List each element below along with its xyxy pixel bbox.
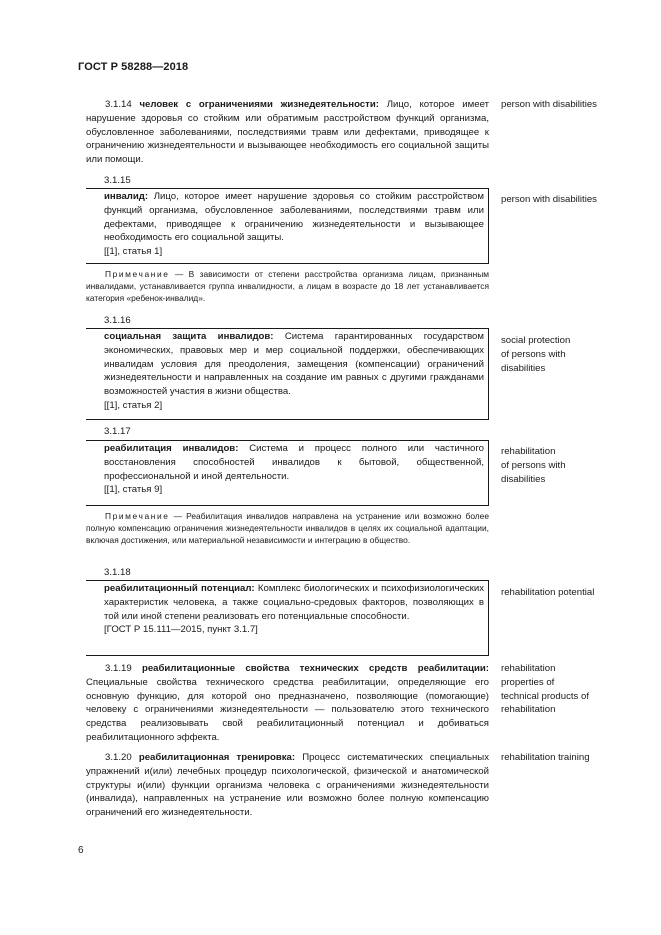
term-name: человек с ограничениями жизнедеятельности: — [139, 99, 379, 110]
term-entry-3-1-20 — [86, 751, 489, 820]
term-number-3-1-18: 3.1.18 — [104, 567, 131, 578]
term-number: 3.1.14 — [105, 99, 132, 110]
term-definition: Лицо, которое имеет нарушение здоровья со стойким или обратимым расстройством функций организма, обусловленное заболеваниями, последствиями травм или дефектами, приводящее к ограничению жизнедеятельности и вызывающее необходимость его социальной защиты или помощи. — [86, 99, 490, 166]
english-term-line: rehabilitation — [501, 663, 556, 674]
term-number-3-1-15: 3.1.15 — [104, 175, 131, 186]
term-source: [[1], статья 2] — [104, 399, 163, 411]
note-3-1-15 — [86, 268, 489, 304]
term-name: социальная защита инвалидов: — [104, 331, 274, 342]
term-name: реабилитация инвалидов: — [104, 443, 239, 454]
english-term-line: of persons with — [501, 348, 566, 360]
term-number-3-1-17: 3.1.17 — [104, 426, 131, 437]
note-label: Примечание — [105, 269, 170, 279]
term-number: 3.1.19 — [105, 663, 132, 674]
term-box-3-1-16 — [86, 328, 489, 420]
term-definition: Специальные свойства технического средства реабилитации, определяющие его основную функцию, для которой оно предназначено, позволяющие (помогающие) человеку с ограничениями жизнедеятельности — пользователю этого технического средства реализовывать свой реабилитационный потенциал и добиваться реабилитационного эффекта. — [86, 676, 489, 743]
english-term-line: social protection — [501, 335, 571, 346]
english-term: person with disabilities — [501, 194, 597, 205]
note-3-1-17 — [86, 510, 489, 546]
term-source: [[1], статья 9] — [104, 484, 163, 496]
term-name: реабилитационный потенциал: — [104, 583, 255, 594]
term-name: реабилитационные свойства технических средств реабилитации: — [141, 663, 489, 674]
page-number: 6 — [78, 845, 84, 856]
english-term: rehabilitation training — [501, 752, 590, 763]
term-entry-3-1-14 — [86, 98, 489, 167]
term-box-3-1-15 — [86, 188, 489, 264]
english-term-line: rehabilitation — [501, 704, 556, 716]
term-name: инвалид: — [104, 191, 149, 202]
english-term-line: disabilities — [501, 362, 546, 374]
english-term-line: properties of — [501, 676, 555, 688]
term-definition: Комплекс биологических и психофизиологических характеристик человека, а также социально-средовых факторов, позволяющих в той или иной степени реализовать его потенциальные способности. — [104, 583, 484, 622]
term-entry-3-1-19 — [86, 662, 489, 745]
note-text: — В зависимости от степени расстройства организма лицам, признанным инвалидами, устанавливается группа инвалидности, а лицам в возрасте до 18 лет устанавливается категория «ребенок-инвалид». — [86, 269, 489, 304]
term-definition: Система гарантированных государством экономических, правовых мер и мер социальной поддержки, обеспечивающих инвалидам условия для преодоления, замещения (компенсации) ограничений жизнедеятельности и направленных на создание им равных с другими гражданами возможностей участия в жизни общества. — [104, 331, 484, 398]
document-header: ГОСТ Р 58288—2018 — [78, 61, 189, 73]
term-number: 3.1.20 — [105, 752, 132, 763]
term-source: [[1], статья 1] — [104, 246, 163, 258]
note-label: Примечание — [105, 511, 170, 521]
english-term-3-1-16 — [501, 334, 621, 375]
english-term-line: technical products of — [501, 690, 589, 702]
term-definition: Система и процесс полного или частичного восстановления способностей инвалидов к бытовой, общественной, профессиональной и иной деятельности. — [104, 443, 484, 482]
term-definition: Лицо, которое имеет нарушение здоровья со стойким расстройством функций организма, обусловленное заболеваниями, последствиями травм или дефектами, приводящее к ограничению жизнедеятельности и вызывающее необходимость его социальной защиты. — [104, 191, 484, 244]
term-box-3-1-17 — [86, 440, 489, 506]
english-term-line: rehabilitation — [501, 446, 556, 457]
english-term: rehabilitation potential — [501, 587, 595, 598]
english-term-3-1-19 — [501, 662, 621, 717]
english-term: person with disabilities — [501, 99, 597, 110]
term-definition: Процесс систематических специальных упражнений и(или) лечебных процедур психологической, физической и анатомической структуры и(или) функции организма человека с ограничениями жизнедеятельности (инвалида), направленных на устранение или возможно более полную компенсацию ограничений его жизнедеятельности. — [86, 752, 489, 819]
english-term-3-1-17 — [501, 445, 621, 486]
term-name: реабилитационная тренировка: — [138, 752, 296, 763]
term-source: [ГОСТ Р 15.111—2015, пункт 3.1.7] — [104, 624, 258, 636]
english-term-line: of persons with — [501, 459, 566, 471]
term-box-3-1-18 — [86, 580, 489, 656]
term-number-3-1-16: 3.1.16 — [104, 315, 131, 326]
english-term-line: disabilities — [501, 473, 546, 485]
note-text: — Реабилитация инвалидов направлена на устранение или возможно более полную компенсацию ограничения жизнедеятельности инвалидов в целях их социальной адаптации, включая достижения, или материальной независимости и интеграцию в общество. — [86, 511, 489, 546]
